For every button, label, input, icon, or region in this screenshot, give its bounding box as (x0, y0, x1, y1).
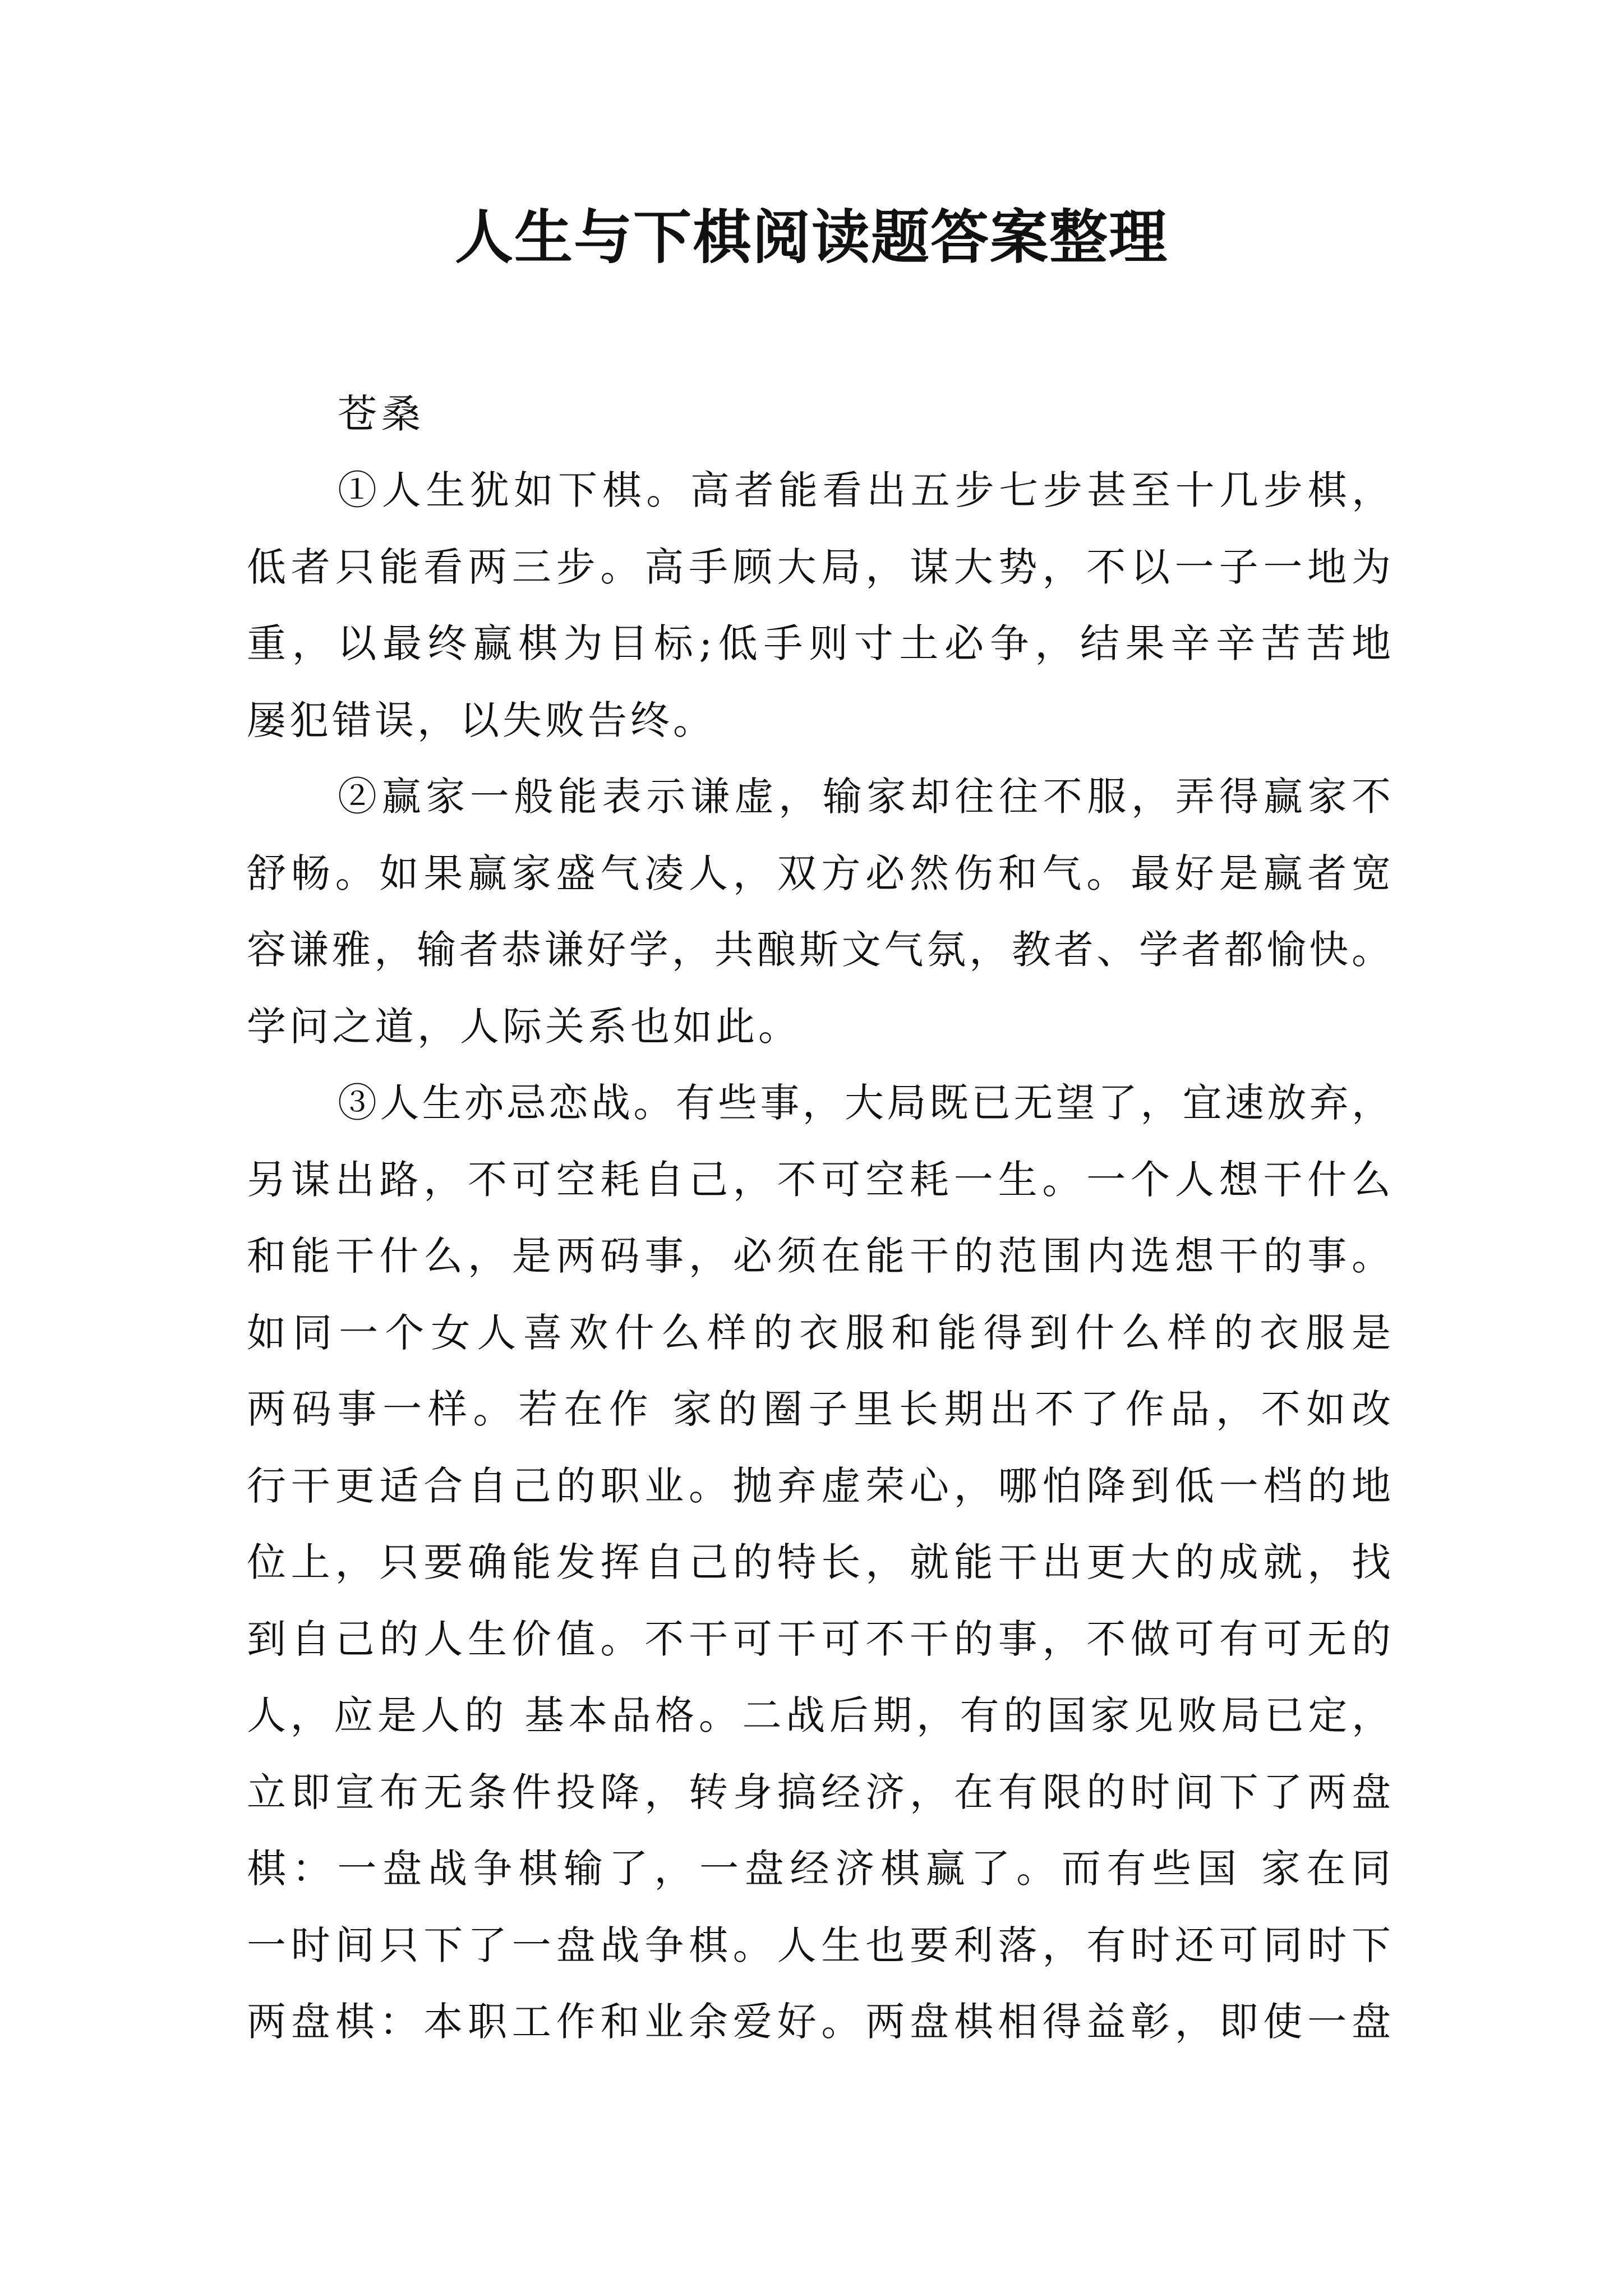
paragraph-2-line: ②赢家一般能表示谦虚，输家却往往不服，弄得赢家不 (338, 774, 1391, 820)
paragraph-3-line: 到自己的人生价值。不干可干可不干的事，不做可有可无的 (247, 1616, 1391, 1662)
paragraph-3-line: 和能干什么，是两码事，必须在能干的范围内选想干的事。 (247, 1233, 1391, 1279)
paragraph-3-line: 另谋出路，不可空耗自己，不可空耗一生。一个人想干什么 (247, 1156, 1391, 1203)
paragraph-3-line: ③人生亦忌恋战。有些事，大局既已无望了，宜速放弃， (338, 1080, 1391, 1126)
paragraph-2-line: 舒畅。如果赢家盛气凌人，双方必然伤和气。最好是赢者宽 (247, 850, 1391, 896)
paragraph-3-line: 两码事一样。若在作 家的圈子里长期出不了作品，不如改 (247, 1386, 1391, 1432)
paragraph-3-line: 人，应是人的 基本品格。二战后期，有的国家见败局已定， (247, 1692, 1391, 1738)
paragraph-3-line: 一时间只下了一盘战争棋。人生也要利落，有时还可同时下 (247, 1922, 1391, 1968)
paragraph-2-line: 容谦雅，输者恭谦好学，共酿斯文气氛，教者、学者都愉快。 (247, 927, 1391, 973)
paragraph-2-line: 学问之道，人际关系也如此。 (247, 1003, 801, 1050)
paragraph-1-line: 屡犯错误，以失败告终。 (247, 697, 716, 743)
paragraph-1-line: ①人生犹如下棋。高者能看出五步七步甚至十几步棋， (338, 467, 1391, 513)
paragraph-3-line: 棋：一盘战争棋输了，一盘经济棋赢了。而有些国 家在同 (247, 1846, 1391, 1892)
paragraph-3-line: 位上，只要确能发挥自己的特长，就能干出更大的成就，找 (247, 1539, 1391, 1585)
document-body (247, 452, 1391, 2060)
paragraph-3-line: 行干更适合自己的职业。抛弃虚荣心，哪怕降到低一档的地 (247, 1462, 1391, 1509)
paragraph-1-line: 重，以最终赢棋为目标;低手则寸土必争，结果辛辛苦苦地 (247, 620, 1391, 666)
author-name: 苍桑 (338, 391, 425, 437)
paragraph-3-line: 立即宣布无条件投降，转身搞经济，在有限的时间下了两盘 (247, 1769, 1391, 1815)
paragraph-1-line: 低者只能看两三步。高手顾大局，谋大势，不以一子一地为 (247, 544, 1391, 590)
paragraph-3-line: 如同一个女人喜欢什么样的衣服和能得到什么样的衣服是 (247, 1309, 1391, 1356)
paragraph-3-line: 两盘棋：本职工作和业余爱好。两盘棋相得益彰，即使一盘 (247, 1999, 1391, 2045)
document-title: 人生与下棋阅读题答案整理 (454, 203, 1168, 272)
